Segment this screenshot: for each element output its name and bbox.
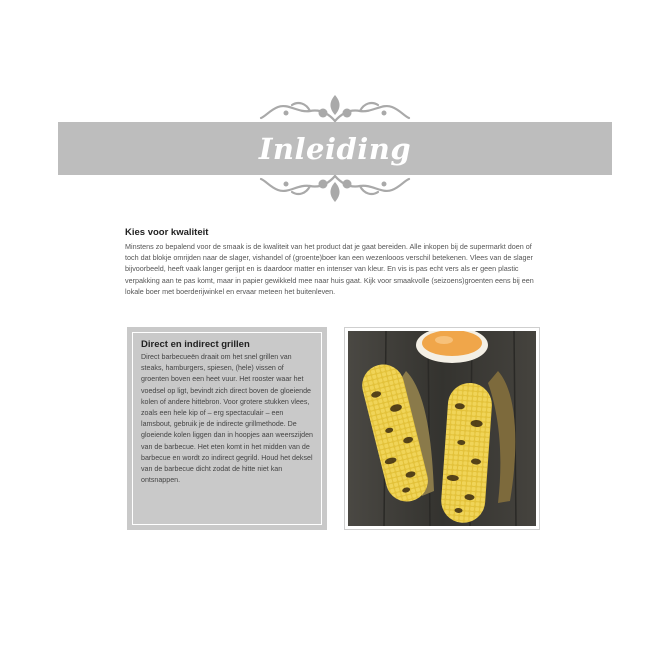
- sidebar-frame: [132, 332, 322, 525]
- intro-section: [125, 227, 545, 297]
- intro-paragraph: Minstens zo bepalend voor de smaak is de kwaliteit van het product dat je gaat bereiden. Alle inkopen bij de supermarkt doen of toch dat blokje omrijden naar de slager, vishandel of (groente)boer kan een wezenlooos verschil betekenen. Vlees van de slager bijvoorbeeld, heeft vaak langer gerijpt en is daardoor matter en intenser van kleur. En vis is pas echt vers als er geen plastic verpakking aan te pas komt, maar in papier gewikkeld mee naar huis gaat. Kijk voor smaakvolle (seizoens)groenten eens bij een lokale boer met boerderijwinkel en ervaar meteen het buitenleven.: [125, 242, 534, 296]
- sidebar-paragraph: Direct barbecueën draait om het snel grillen van steaks, hamburgers, spiesen, (hele) vissen of groenten boven een heet vuur. Het rooster waar het voedsel op ligt, bevindt zich direct boven de gloeiende kolen of andere hittebron. Voor grotere stukken vlees, zoals een hele kip of – erg spectaculair – een lamsbout, gebruik je de indirecte grillmethode. De gloeiende kolen liggen dan in hoopjes aan weerszijden van de barbecue. Het eten komt in het midden van de barbecue en wordt zo indirect gegrild. Houd het deksel van de barbecue dicht zodat de hitte niet kan ontsnappen.: [141, 353, 313, 485]
- grilling-sidebar-box: [127, 327, 327, 530]
- intro-heading: Kies voor kwaliteit: [125, 227, 209, 238]
- ornament-top-icon: [258, 93, 412, 123]
- sidebar-heading: Direct en indirect grillen: [141, 339, 250, 350]
- page-title: Inleiding: [258, 132, 412, 166]
- photo-frame: [344, 327, 540, 530]
- grilled-corn-photo-icon: [348, 331, 536, 526]
- ornament-bottom-icon: [258, 174, 412, 204]
